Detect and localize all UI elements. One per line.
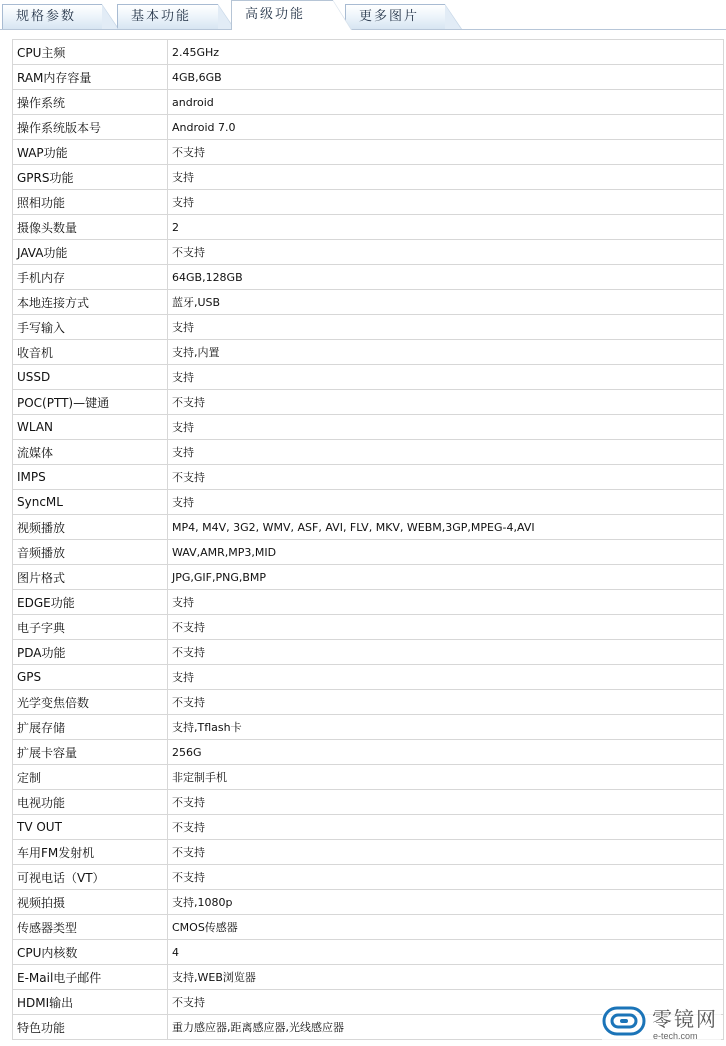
spec-row [13,465,724,490]
spec-value: 支持 [168,365,724,390]
spec-value: 不支持 [168,140,724,165]
spec-label: 可视电话（VT） [13,865,168,890]
spec-label: 视频播放 [13,515,168,540]
tab-more-images[interactable]: 更多图片 [345,4,445,29]
spec-row [13,415,724,440]
spec-value: 不支持 [168,690,724,715]
spec-label: 音频播放 [13,540,168,565]
spec-label: JAVA功能 [13,240,168,265]
spec-label: HDMI输出 [13,990,168,1015]
spec-label: 光学变焦倍数 [13,690,168,715]
spec-row [13,690,724,715]
spec-row [13,565,724,590]
spec-row [13,215,724,240]
spec-row [13,865,724,890]
spec-value: android [168,90,724,115]
spec-label: 本地连接方式 [13,290,168,315]
tab-advanced-functions[interactable]: 高级功能 [231,0,333,30]
spec-label: WAP功能 [13,140,168,165]
spec-value: 不支持 [168,240,724,265]
spec-value: 不支持 [168,390,724,415]
spec-label: EDGE功能 [13,590,168,615]
spec-row [13,890,724,915]
spec-value: 支持 [168,315,724,340]
spec-row [13,590,724,615]
spec-label: 手机内存 [13,265,168,290]
spec-row [13,165,724,190]
spec-label: E-Mail电子邮件 [13,965,168,990]
spec-value: 支持 [168,415,724,440]
spec-label: RAM内存容量 [13,65,168,90]
spec-label: 操作系统版本号 [13,115,168,140]
spec-value: 非定制手机 [168,765,724,790]
spec-row [13,365,724,390]
spec-value: MP4, M4V, 3G2, WMV, ASF, AVI, FLV, MKV, WEBM,3GP,MPEG-4,AVI [168,515,724,540]
spec-label: TV OUT [13,815,168,840]
watermark-brand: 零镜网 [652,1007,718,1031]
spec-value: JPG,GIF,PNG,BMP [168,565,724,590]
spec-value: 支持 [168,590,724,615]
spec-row [13,290,724,315]
spec-value: 支持 [168,165,724,190]
spec-value: 256G [168,740,724,765]
spec-value: 重力感应器,距离感应器,光线感应器 [168,1015,724,1040]
spec-label: 手写输入 [13,315,168,340]
spec-label: 扩展存储 [13,715,168,740]
spec-value: 4 [168,940,724,965]
spec-row [13,740,724,765]
spec-value: 不支持 [168,790,724,815]
spec-label: POC(PTT)—键通 [13,390,168,415]
spec-value: 支持 [168,665,724,690]
spec-label: CPU主频 [13,40,168,65]
spec-label: SyncML [13,490,168,515]
spec-label: 特色功能 [13,1015,168,1040]
spec-label: 图片格式 [13,565,168,590]
spec-tabs [0,0,726,30]
spec-label: WLAN [13,415,168,440]
tab-basic-functions[interactable]: 基本功能 [117,4,218,29]
spec-label: 定制 [13,765,168,790]
spec-row [13,665,724,690]
spec-row [13,840,724,865]
spec-value: 64GB,128GB [168,265,724,290]
spec-value: 支持 [168,190,724,215]
spec-value: 蓝牙,USB [168,290,724,315]
spec-row [13,90,724,115]
spec-label: 视频拍摄 [13,890,168,915]
spec-row [13,715,724,740]
spec-row [13,915,724,940]
spec-row [13,240,724,265]
spec-value: 支持,内置 [168,340,724,365]
spec-label: 传感器类型 [13,915,168,940]
spec-value: 不支持 [168,840,724,865]
spec-row [13,40,724,65]
spec-label: USSD [13,365,168,390]
spec-label: 电子字典 [13,615,168,640]
spec-row [13,190,724,215]
spec-label: 车用FM发射机 [13,840,168,865]
spec-value: 不支持 [168,815,724,840]
spec-label: 摄像头数量 [13,215,168,240]
spec-row [13,440,724,465]
spec-value: 支持 [168,490,724,515]
watermark-domain: e-tech.com [653,1031,698,1041]
spec-label: IMPS [13,465,168,490]
spec-label: 照相功能 [13,190,168,215]
spec-value: 支持,Tflash卡 [168,715,724,740]
spec-value: Android 7.0 [168,115,724,140]
spec-table [12,39,724,1040]
spec-row [13,140,724,165]
tab-divider [0,29,726,30]
spec-row [13,790,724,815]
spec-row [13,265,724,290]
spec-label: CPU内核数 [13,940,168,965]
tab-spec-params[interactable]: 规格参数 [2,4,102,29]
spec-row [13,540,724,565]
spec-label: 电视功能 [13,790,168,815]
spec-row [13,340,724,365]
spec-value: 不支持 [168,615,724,640]
spec-label: 收音机 [13,340,168,365]
spec-row [13,115,724,140]
spec-value: 4GB,6GB [168,65,724,90]
spec-row [13,315,724,340]
spec-value: 不支持 [168,990,724,1015]
spec-row [13,515,724,540]
spec-value: 2.45GHz [168,40,724,65]
spec-label: PDA功能 [13,640,168,665]
spec-row [13,815,724,840]
spec-row [13,965,724,990]
lens-logo-icon [602,1006,646,1036]
spec-value: CMOS传感器 [168,915,724,940]
spec-label: GPS [13,665,168,690]
spec-row [13,390,724,415]
spec-row [13,490,724,515]
spec-row [13,615,724,640]
spec-value: 支持,WEB浏览器 [168,965,724,990]
spec-row [13,640,724,665]
watermark [602,1002,721,1041]
spec-row [13,765,724,790]
spec-label: GPRS功能 [13,165,168,190]
spec-value: 不支持 [168,640,724,665]
spec-row [13,940,724,965]
spec-value: WAV,AMR,MP3,MID [168,540,724,565]
spec-value: 不支持 [168,865,724,890]
spec-value: 2 [168,215,724,240]
spec-label: 流媒体 [13,440,168,465]
spec-value: 支持 [168,440,724,465]
spec-label: 操作系统 [13,90,168,115]
spec-row [13,65,724,90]
spec-label: 扩展卡容量 [13,740,168,765]
spec-value: 不支持 [168,465,724,490]
spec-value: 支持,1080p [168,890,724,915]
